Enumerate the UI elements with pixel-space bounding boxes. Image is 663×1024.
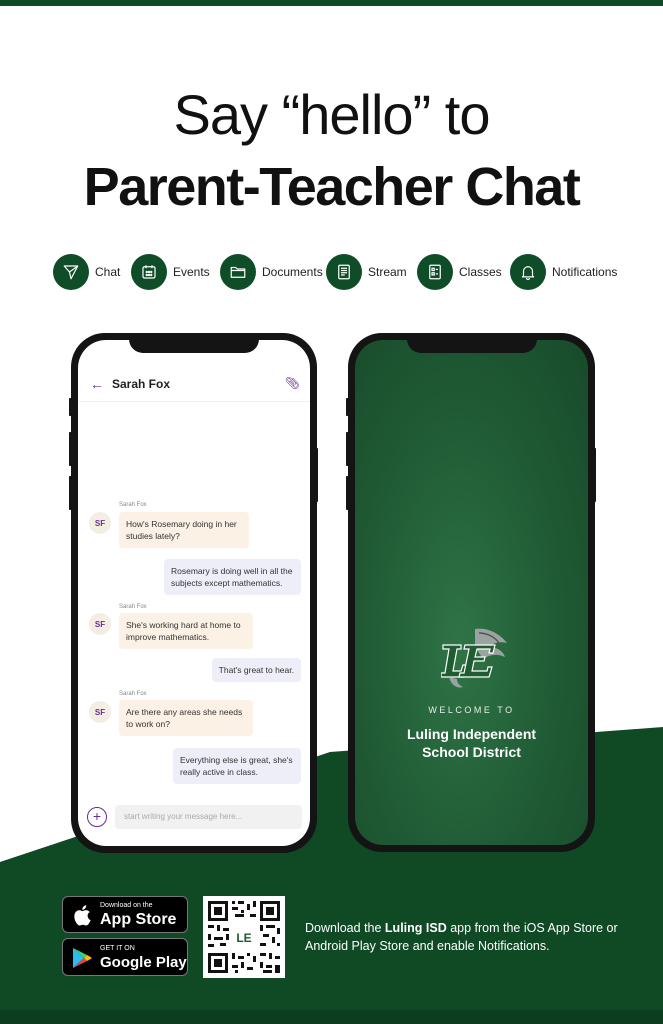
chat-screen [78, 340, 310, 846]
avatar: SF [89, 613, 111, 635]
google-play-button[interactable] [62, 938, 188, 976]
phone-notch [407, 333, 537, 353]
sender-label: Sarah Fox [119, 502, 147, 508]
google-play-small-text: GET IT ON [100, 945, 135, 952]
features-row [0, 253, 663, 291]
headline-intro: Say “hello” to [173, 83, 490, 146]
feature-label: Stream [368, 265, 407, 279]
feature-label: Documents [262, 265, 323, 279]
sender-label: Sarah Fox [119, 604, 147, 610]
district-name-line2: School District [422, 744, 521, 760]
app-store-small-text: Download on the [100, 902, 153, 909]
message-composer [78, 796, 310, 846]
message-bubble-outgoing: Rosemary is doing well in all the subjects except mathematics. [164, 559, 301, 595]
attachment-icon[interactable]: 📎︎ [284, 376, 300, 390]
message-input[interactable]: start writing your message here... [115, 805, 302, 829]
phone-notch [129, 333, 259, 353]
add-attachment-button[interactable]: + [87, 807, 107, 827]
send-icon [53, 254, 89, 290]
back-arrow-icon[interactable]: ← [90, 376, 104, 392]
splash-phone [348, 333, 595, 852]
download-app-name: Luling ISD [384, 921, 447, 935]
message-bubble-outgoing: That's great to hear. [212, 658, 301, 682]
top-stripe [0, 0, 663, 6]
sender-label: Sarah Fox [119, 691, 147, 697]
feature-label: Classes [459, 265, 502, 279]
download-suffix: app from the iOS App Store or Android Play Store and enable Notifications. [305, 921, 618, 953]
download-prefix: Download the [305, 921, 385, 935]
google-play-icon [72, 947, 92, 969]
avatar: SF [89, 701, 111, 723]
feature-classes [417, 253, 502, 291]
apple-icon [73, 904, 91, 926]
chat-phone [71, 333, 317, 853]
district-name-line1: Luling Independent [406, 726, 537, 742]
eagle-logo-icon [441, 625, 511, 691]
feature-events [131, 253, 210, 291]
feature-label: Chat [95, 265, 121, 279]
feature-label: Notifications [552, 265, 618, 279]
bottom-stripe [0, 1010, 663, 1024]
message-bubble-incoming: Are there any areas she needs to work on? [119, 700, 253, 736]
qr-code[interactable] [203, 896, 285, 978]
message-bubble-incoming: How's Rosemary doing in her studies lately? [119, 512, 249, 548]
chat-contact-name: Sarah Fox [112, 377, 171, 391]
feature-notifications [510, 253, 617, 291]
message-bubble-outgoing: Everything else is great, she's really active in class. [173, 748, 301, 784]
splash-screen [355, 340, 588, 845]
app-store-button[interactable] [62, 896, 188, 933]
news-icon [326, 254, 362, 290]
google-play-big-text: Google Play [100, 954, 187, 971]
download-instructions [305, 919, 635, 955]
calendar-icon [131, 254, 167, 290]
feature-label: Events [173, 265, 210, 279]
chat-header [78, 368, 310, 402]
message-bubble-incoming: She's working hard at home to improve mathematics. [119, 613, 253, 649]
feature-stream [326, 253, 407, 291]
classes-icon [417, 254, 453, 290]
district-name [355, 725, 588, 761]
headline-title: Parent-Teacher Chat [83, 157, 580, 217]
feature-documents [220, 253, 323, 291]
bell-icon [510, 254, 546, 290]
qr-logo: LE [236, 931, 252, 945]
app-store-big-text: App Store [100, 911, 177, 928]
feature-chat [53, 253, 120, 291]
welcome-text: WELCOME TO [428, 705, 515, 715]
avatar: SF [89, 512, 111, 534]
folder-icon [220, 254, 256, 290]
